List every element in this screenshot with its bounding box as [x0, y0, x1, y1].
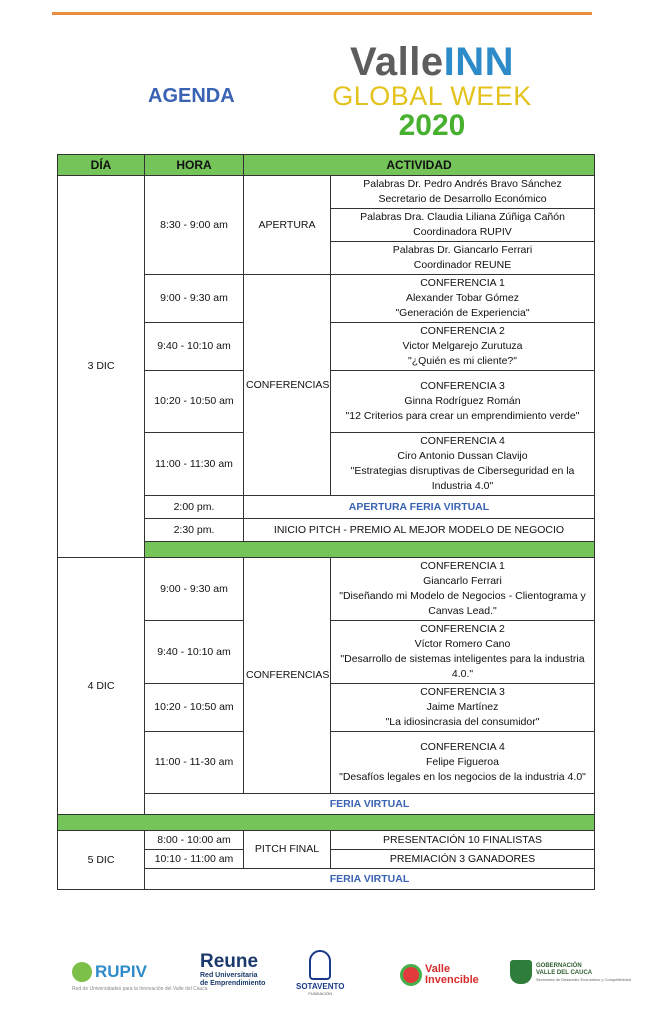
speaker-line: Palabras Dra. Claudia Liliana Zúñiga Cañón — [360, 211, 565, 223]
valleinn-logo — [322, 42, 542, 142]
speaker-name: Ginna Rodríguez Román — [404, 395, 521, 407]
separator-cell — [58, 815, 595, 831]
talk-topic: "Estrategias disruptivas de Ciberseguridad en la Industria 4.0" — [350, 465, 575, 492]
activity-cell — [331, 732, 595, 794]
conference-title: CONFERENCIA 2 — [420, 325, 505, 337]
speaker-name: Victor Melgarejo Zurutuza — [402, 340, 523, 352]
time-cell: 9:00 - 9:30 am — [145, 558, 244, 621]
valle-text: Valle — [425, 963, 451, 975]
activity-cell — [331, 176, 595, 209]
feria-cell: FERIA VIRTUAL — [145, 794, 595, 815]
talk-topic: "¿Quién es mi cliente?" — [408, 355, 517, 367]
role-line: Coordinadora RUPIV — [413, 226, 512, 238]
sotavento-subtitle: FUNDACIÓN — [308, 991, 333, 996]
time-cell: 10:20 - 10:50 am — [145, 371, 244, 433]
gob-text-1: GOBERNACIÓN — [536, 962, 582, 969]
separator-row — [58, 815, 595, 831]
activity-cell: PRESENTACIÓN 10 FINALISTAS — [331, 831, 595, 850]
speaker-name: Víctor Romero Cano — [414, 638, 511, 650]
time-cell: 11:00 - 11-30 am — [145, 732, 244, 794]
gob-text-2: VALLE DEL CAUCA — [536, 969, 593, 976]
speaker-line: Palabras Dr. Giancarlo Ferrari — [392, 244, 533, 256]
time-cell: 9:40 - 10:10 am — [145, 621, 244, 684]
day-cell: 3 DIC — [58, 176, 145, 558]
header-actividad: ACTIVIDAD — [244, 155, 595, 176]
logo-valle-text: Valle — [349, 40, 444, 84]
activity-cell — [331, 684, 595, 732]
talk-topic: "Generación de Experiencia" — [395, 307, 530, 319]
category-cell: APERTURA — [244, 176, 331, 275]
valle-invencible-logo — [400, 964, 479, 986]
rupiv-logo — [72, 962, 208, 992]
role-line: Coordinador REUNE — [413, 259, 512, 271]
activity-cell — [331, 433, 595, 496]
gob-subtitle: Secretaría de Desarrollo Económico y Competitividad — [536, 976, 631, 982]
footer-logos — [0, 948, 649, 1008]
conference-title: CONFERENCIA 4 — [420, 741, 505, 753]
reune-subtitle-2: de Emprendimiento — [200, 980, 266, 987]
time-cell: 8:30 - 9:00 am — [145, 176, 244, 275]
top-divider — [52, 12, 592, 15]
talk-topic: "12 Criterios para crear un emprendimiento verde" — [345, 410, 580, 422]
time-cell: 8:00 - 10:00 am — [145, 831, 244, 850]
activity-cell — [331, 323, 595, 371]
conference-title: CONFERENCIA 3 — [420, 380, 505, 392]
conference-title: CONFERENCIA 3 — [420, 686, 505, 698]
talk-topic: "Desarrollo de sistemas inteligentes para la industria 4.0." — [340, 653, 585, 680]
rupiv-subtitle: Red de Universidades para la Innovación del Valle del Cauca — [72, 986, 208, 992]
agenda-table — [57, 154, 595, 890]
time-cell: 9:00 - 9:30 am — [145, 275, 244, 323]
heart-icon — [400, 964, 422, 986]
conference-title: CONFERENCIA 1 — [420, 560, 505, 572]
table-row — [58, 831, 595, 850]
agenda-title: AGENDA — [148, 85, 235, 107]
table-row — [58, 558, 595, 621]
rupiv-text: RUPIV — [95, 962, 147, 981]
category-cell: CONFERENCIAS — [244, 275, 331, 496]
category-cell: PITCH FINAL — [244, 831, 331, 869]
reune-logo — [200, 952, 265, 988]
talk-topic: "La idiosincrasia del consumidor" — [385, 716, 540, 728]
sotavento-text: SOTAVENTO — [296, 982, 345, 991]
talk-topic: "Diseñando mi Modelo de Negocios - Clientograma y Canvas Lead." — [339, 590, 586, 617]
header-dia: DÍA — [58, 155, 145, 176]
separator-cell — [145, 542, 595, 558]
logo-inn-text: INN — [443, 40, 515, 84]
speaker-line: Palabras Dr. Pedro Andrés Bravo Sánchez — [363, 178, 562, 190]
time-cell: 10:10 - 11:00 am — [145, 850, 244, 869]
reune-subtitle-1: Red Universitaria — [200, 972, 258, 979]
speaker-name: Ciro Antonio Dussan Clavijo — [397, 450, 528, 462]
day-cell: 5 DIC — [58, 831, 145, 890]
table-row — [58, 176, 595, 209]
conference-title: CONFERENCIA 1 — [420, 277, 505, 289]
table-header-row — [58, 155, 595, 176]
conference-title: CONFERENCIA 4 — [420, 435, 505, 447]
time-cell: 2:00 pm. — [145, 496, 244, 519]
time-cell: 10:20 - 10:50 am — [145, 684, 244, 732]
time-cell: 2:30 pm. — [145, 519, 244, 542]
talk-topic: "Desafíos legales en los negocios de la industria 4.0" — [339, 771, 586, 783]
header-hora: HORA — [145, 155, 244, 176]
gobernacion-logo — [510, 960, 631, 984]
reune-text: Reune — [200, 951, 259, 972]
pitch-cell: INICIO PITCH - PREMIO AL MEJOR MODELO DE NEGOCIO — [244, 519, 595, 542]
conference-title: CONFERENCIA 2 — [420, 623, 505, 635]
speaker-name: Alexander Tobar Gómez — [405, 292, 520, 304]
invencible-text: Invencible — [425, 974, 479, 986]
category-cell: CONFERENCIAS — [244, 558, 331, 794]
sotavento-emblem-icon — [309, 950, 331, 980]
rupiv-circle-icon — [72, 962, 92, 982]
activity-cell — [331, 275, 595, 323]
speaker-name: Giancarlo Ferrari — [423, 575, 502, 587]
speaker-name: Felipe Figueroa — [426, 756, 499, 768]
activity-cell — [331, 558, 595, 621]
day-cell: 4 DIC — [58, 558, 145, 815]
speaker-name: Jaime Martínez — [426, 701, 499, 713]
activity-cell — [331, 621, 595, 684]
feria-cell: APERTURA FERIA VIRTUAL — [244, 496, 595, 519]
activity-cell — [331, 242, 595, 275]
activity-cell: PREMIACIÓN 3 GANADORES — [331, 850, 595, 869]
activity-cell — [331, 371, 595, 433]
time-cell: 9:40 - 10:10 am — [145, 323, 244, 371]
sotavento-logo — [296, 950, 344, 996]
role-line: Secretario de Desarrollo Económico — [378, 193, 547, 205]
activity-cell — [331, 209, 595, 242]
time-cell: 11:00 - 11:30 am — [145, 433, 244, 496]
feria-cell: FERIA VIRTUAL — [145, 869, 595, 890]
logo-global-week: GLOBAL WEEK — [332, 81, 532, 111]
shield-icon — [510, 960, 532, 984]
logo-year: 2020 — [398, 109, 466, 142]
